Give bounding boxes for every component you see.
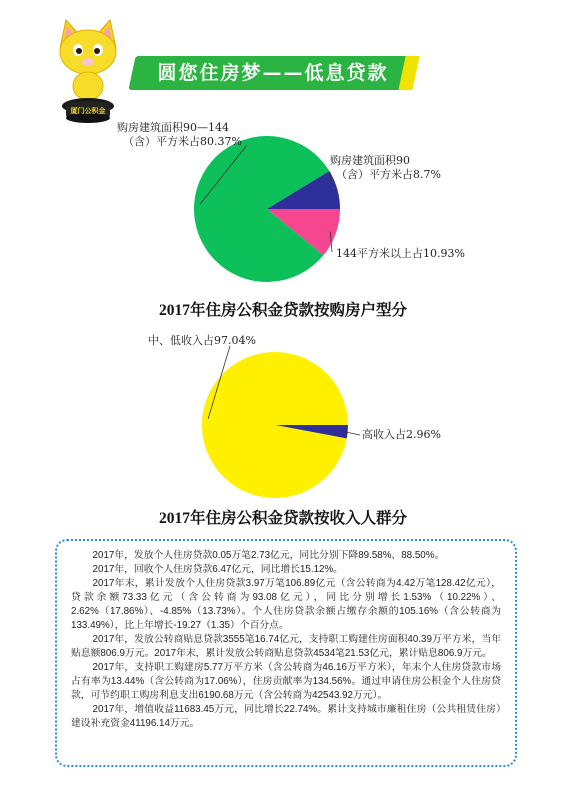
info-paragraph: 2017年，发放个人住房贷款0.05万笔2.73亿元，同比分别下降89.58%、88.50%。	[92, 550, 445, 561]
pie2-title: 2017年住房公积金贷款按收入人群分	[158, 510, 407, 527]
info-paragraph: 2017年末，累计发放个人住房贷款3.97万笔106.89亿元（含公转商为4.42万笔128.42亿元），贷款余额73.33亿元（含公转商为93.08亿元），同比分别增长1.53%（10.22%）、2.62%（17.86%）、-4.85%（13.73%）。个人住房贷款余额占缴存余额的105.16%（含公转商为133.49%），比上年增长-19.27（1.35）个百分点。	[71, 578, 501, 631]
info-paragraph: 2017年，支持职工购建房5.77万平方米（含公转商为46.16万平方米），年末个人住房贷款市场占有率为13.44%（含公转商为17.06%），住房贡献率为134.56%。通过申请住房公积金个人住房贷款，可节约职工购房利息支出6190.68万元（含公转商为42543.92万元）。	[71, 662, 501, 701]
info-paragraph: 2017年，回收个人住房贷款6.47亿元，同比增长15.12%。	[92, 564, 343, 575]
pie1-title: 2017年住房公积金贷款按购房户型分	[158, 302, 407, 319]
info-paragraph: 2017年，发放公转商贴息贷款3555笔16.74亿元，支持职工购建住房面积40.39万平方米，当年贴息额806.9万元。2017年末，累计发放公转商贴息贷款4534笔21.53亿元，累计贴息806.9万元。	[71, 634, 501, 659]
mascot-badge-text: 厦门公积金	[70, 108, 106, 115]
pie1-label-under-90-line2: （含）平方米占8.7%	[336, 168, 441, 181]
pie1-label-under-90-line1: 购房建筑面积90	[330, 154, 410, 167]
banner-title: 圆您住房梦——低息贷款	[157, 62, 389, 84]
pie2-slice-low-middle-income	[202, 352, 348, 498]
pie1-label-90-144-line1: 购房建筑面积90—144	[117, 121, 229, 134]
pie2-label-high-income-text: 高收入占2.96%	[362, 428, 441, 441]
info-paragraph: 2017年，增值收益11683.45万元，同比增长22.74%。累计支持城市廉租住房（公共租赁住房）建设补充资金41196.14万元。	[71, 704, 501, 729]
pie1-label-90-144-line2: （含）平方米占80.37%	[123, 135, 242, 148]
pie1-label-over-144-line1: 144平方米以上占10.93%	[336, 247, 465, 260]
pie2-label-low-middle-income-text: 中、低收入占97.04%	[148, 334, 256, 347]
statistics-info-box	[55, 539, 517, 767]
pie2-label-high-income	[362, 428, 441, 442]
pie2-label-low-middle-income	[148, 334, 256, 348]
